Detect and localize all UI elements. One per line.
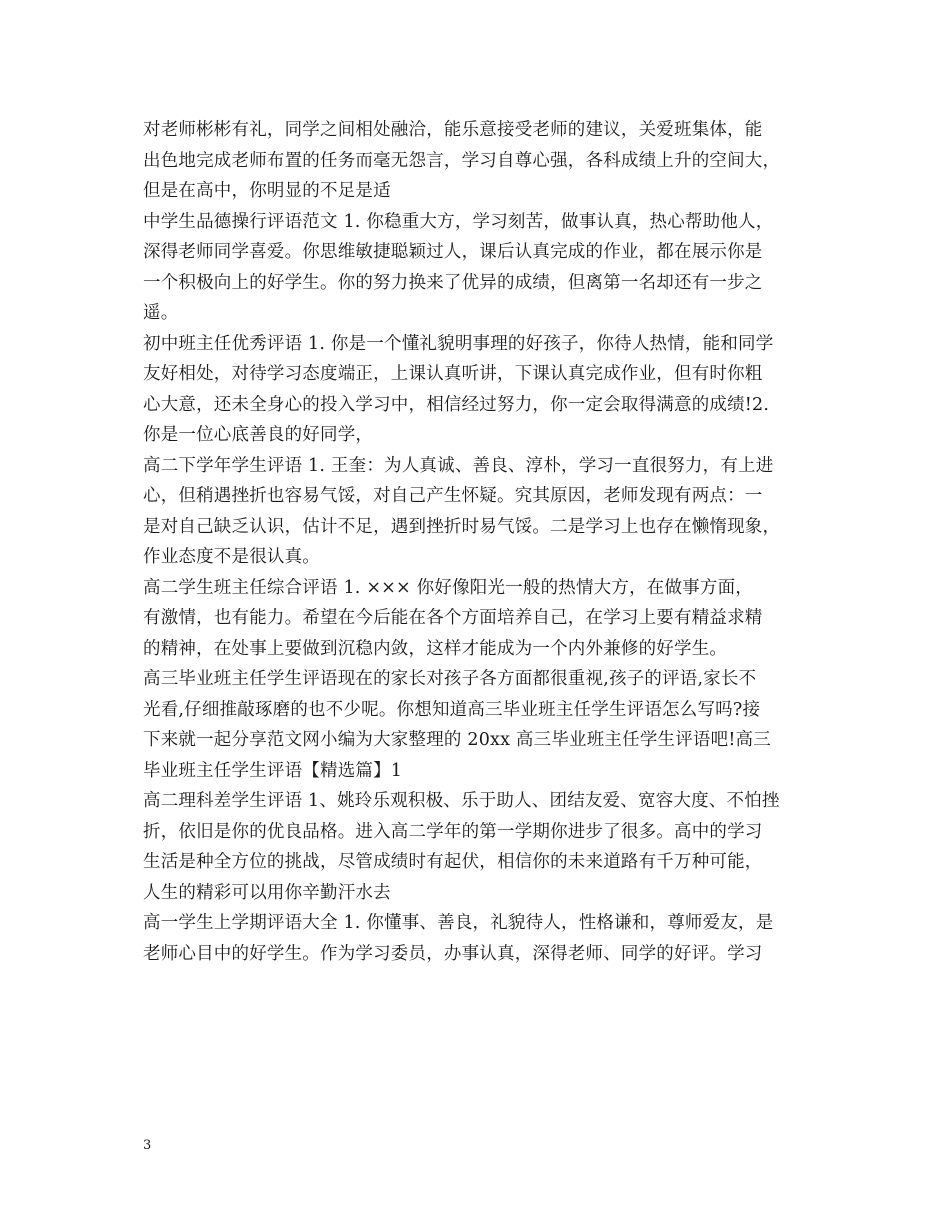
- text-line: 中学生品德操行评语范文 1. 你稳重大方，学习刻苦，做事认真，热心帮助他人，: [143, 211, 774, 232]
- text-line: 是对自己缺乏认识，估计不足，遇到挫折时易气馁。二是学习上也存在懒惰现象，: [143, 516, 781, 537]
- text-line: 高二下学年学生评语 1. 王奎：为人真诚、善良、淳朴，学习一直很努力，有上进: [143, 455, 774, 476]
- text-line: 一个积极向上的好学生。你的努力换来了优异的成绩，但离第一名却还有一步之: [143, 272, 763, 293]
- text-line: 毕业班主任学生评语【精选篇】1: [143, 760, 403, 781]
- text-line: 初中班主任优秀评语 1. 你是一个懂礼貌明事理的好孩子，你待人热情，能和同学: [143, 333, 774, 354]
- text-line: 作业态度不是很认真。: [143, 547, 320, 567]
- text-line: 光看,仔细推敲琢磨的也不少呢。你想知道高三毕业班主任学生评语怎么写吗?接: [143, 699, 761, 720]
- text-line: 高一学生上学期评语大全 1. 你懂事、善良，礼貌待人，性格谦和，尊师爱友，是: [143, 913, 774, 933]
- text-line: 你是一位心底善良的好同学，: [143, 425, 374, 445]
- text-line: 下来就一起分享范文网小编为大家整理的 20xx 高三毕业班主任学生评语吧!高三: [143, 730, 771, 750]
- text-line: 遥。: [143, 303, 179, 323]
- text-line: 老师心目中的好学生。作为学习委员，办事认真，深得老师、同学的好评。学习: [143, 943, 763, 964]
- text-line: 高二理科差学生评语 1、姚玲乐观积极、乐于助人、团结友爱、宽容大度、不怕挫: [143, 791, 780, 811]
- text-line: 有激情，也有能力。希望在今后能在各个方面培养自己，在学习上要有精益求精: [143, 608, 763, 628]
- page-number: 3: [143, 1138, 152, 1153]
- text-line: 高三毕业班主任学生评语现在的家长对孩子各方面都很重视,孩子的评语,家长不: [143, 669, 757, 689]
- text-line: 深得老师同学喜爱。你思维敏捷聪颖过人，课后认真完成的作业，都在展示你是: [143, 242, 763, 262]
- text-line: 心大意，还未全身心的投入学习中，相信经过努力，你一定会取得满意的成绩!2.: [143, 394, 770, 415]
- text-line: 心，但稍遇挫折也容易气馁，对自己产生怀疑。究其原因，老师发现有两点：一: [143, 486, 763, 506]
- document-body: [143, 115, 833, 969]
- text-line: 高二学生班主任综合评语 1. ××× 你好像阳光一般的热情大方，在做事方面，: [143, 577, 753, 598]
- text-line: 折，依旧是你的优良品格。进入高二学年的第一学期你进步了很多。高中的学习: [143, 821, 763, 842]
- text-line: 人生的精彩可以用你辛勤汗水去: [143, 882, 391, 903]
- text-line: 出色地完成老师布置的任务而毫无怨言，学习自尊心强，各科成绩上升的空间大，: [143, 150, 781, 171]
- text-line: 友好相处，对待学习态度端正，上课认真听讲，下课认真完成作业，但有时你粗: [143, 364, 763, 384]
- text-line: 的精神，在处事上要做到沉稳内敛，这样才能成为一个内外兼修的好学生。: [143, 638, 728, 659]
- text-line: 对老师彬彬有礼，同学之间相处融洽，能乐意接受老师的建议，关爱班集体，能: [143, 120, 763, 140]
- text-line: 生活是种全方位的挑战，尽管成绩时有起伏，相信你的未来道路有千万种可能，: [143, 852, 763, 872]
- text-line: 但是在高中，你明显的不足是适: [143, 181, 391, 201]
